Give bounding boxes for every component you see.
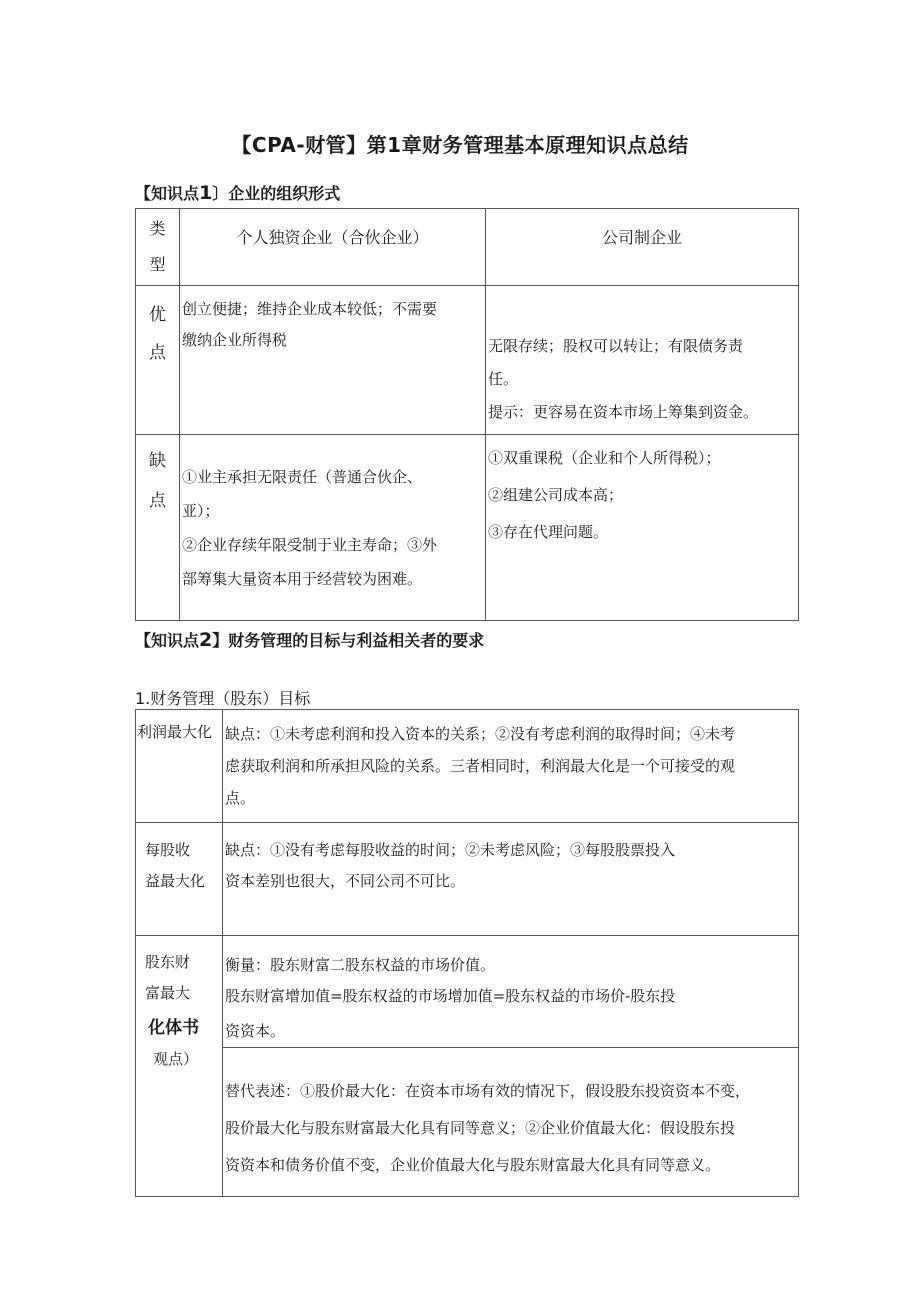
kp2-subheading: 1.财务管理（股东）目标	[135, 689, 311, 708]
wealth-max-l2: 股东财富增加值=股东权益的市场增加值=股东权益的市场价-股东投	[225, 987, 676, 1005]
kp1-heading-num: 1	[199, 182, 213, 204]
header-type-cell	[136, 209, 180, 286]
eps-max-desc	[225, 835, 675, 897]
eps-max-l2: 资本差别也很大，不同公司不可比。	[225, 872, 466, 890]
profit-max-l3: 点。	[225, 789, 256, 807]
t2-bottom-border	[135, 1196, 799, 1197]
advantages-row	[136, 286, 799, 435]
header-personal: 个人独资企业（合伙企业）	[236, 228, 429, 247]
kp2-heading	[135, 628, 484, 651]
wealth-max-label-l4: 观点）	[153, 1050, 199, 1068]
header-type-l2: 型	[149, 255, 166, 274]
wealth-alt-desc	[225, 1073, 750, 1184]
wealth-alt-l1: 替代表述：①股价最大化：在资本市场有效的情况下，假设股东投资资本不变，	[225, 1082, 751, 1100]
page-title: 【CPA-财管】第1章财务管理基本原理知识点总结	[231, 133, 689, 157]
wealth-max-label-l3: 化体书	[148, 1018, 199, 1038]
table-header-row	[136, 209, 799, 286]
wealth-alt-l2: 股价最大化与股东财富最大化具有同等意义；②企业价值最大化：假设股东投	[225, 1119, 736, 1137]
eps-max-label-l1: 每股收	[145, 841, 191, 859]
header-type-l1: 类	[149, 219, 166, 238]
disadvantages-label-cell	[136, 435, 180, 621]
wealth-max-l3: 资资本。	[225, 1022, 286, 1040]
dis-company-l2: ②组建公司成本高；	[488, 486, 624, 504]
eps-max-l1: 缺点：①没有考虑每股收益的时间；②未考虑风险；③每股股票投入	[225, 841, 676, 859]
disadvantages-label-l2: 点	[149, 491, 166, 511]
t2-top-border	[135, 709, 799, 710]
kp2-heading-post: 】财务管理的目标与利益相关者的要求	[212, 631, 485, 650]
disadvantages-label-l1: 缺	[149, 451, 166, 471]
t2-row2-border	[135, 935, 799, 936]
disadvantages-personal-cell	[180, 435, 486, 621]
kp1-heading-pre: 【知识点	[135, 184, 200, 203]
t2-col-divider	[222, 709, 223, 1197]
wealth-alt-l3: 资资本和债务价值不变，企业价值最大化与股东财富最大化具有同等意义。	[225, 1156, 721, 1174]
kp1-heading	[135, 181, 340, 204]
header-company: 公司制企业	[601, 228, 682, 247]
profit-max-l2: 虑获取利润和所承担风险的关系。三者相同时，利润最大化是一个可接受的观	[225, 757, 736, 775]
eps-max-label	[145, 835, 205, 897]
dis-personal-l3: ②企业存续年限受制于业主寿命；③外	[182, 536, 438, 554]
dis-personal-l1: ①业主承担无限责任（普通合伙企、	[182, 468, 423, 486]
wealth-max-label-l1: 股东财	[145, 953, 191, 971]
profit-max-l1: 缺点：①未考虑利润和投入资本的关系；②没有考虑利润的取得时间；④未考	[225, 725, 736, 743]
header-personal-cell	[180, 209, 486, 286]
org-form-table	[135, 208, 799, 621]
t2-left-border	[135, 709, 136, 1197]
adv-company-l2: 任。	[488, 370, 519, 388]
dis-company-l3: ③存在代理问题。	[488, 523, 609, 541]
kp1-heading-post: 〕企业的组织形式	[212, 184, 341, 203]
kp2-heading-num: 2	[199, 629, 213, 651]
wealth-max-desc	[225, 950, 675, 1047]
wealth-max-label-l2: 富最大	[145, 984, 191, 1002]
profit-max-label: 利润最大化	[137, 723, 213, 741]
advantages-label-l2: 点	[149, 343, 166, 363]
adv-company-l3: 提示：更容易在资本市场上筹集到资金。	[488, 403, 759, 421]
advantages-label-l1: 优	[149, 305, 166, 325]
t2-row1-border	[135, 822, 799, 823]
disadvantages-row	[136, 435, 799, 621]
advantages-company-cell	[486, 286, 799, 435]
profit-max-desc	[225, 718, 735, 814]
advantages-label-cell	[136, 286, 180, 435]
adv-personal-l1: 创立便捷；维持企业成本较低；不需要	[182, 300, 438, 318]
adv-personal-l2: 缴纳企业所得税	[182, 331, 288, 349]
wealth-max-label	[145, 947, 199, 1075]
advantages-personal-cell	[180, 286, 486, 435]
disadvantages-company-cell	[486, 435, 799, 621]
kp2-heading-pre: 【知识点	[135, 631, 200, 650]
wealth-max-l1: 衡量：股东财富二股东权益的市场价值。	[225, 956, 496, 974]
dis-personal-l2: 亚）；	[182, 502, 220, 520]
dis-company-l1: ①双重课税（企业和个人所得税）；	[488, 449, 721, 467]
dis-personal-l4: 部筹集大量资本用于经营较为困难。	[182, 570, 423, 588]
adv-company-l1: 无限存续；股权可以转让；有限债务责	[488, 337, 744, 355]
t2-right-border	[798, 709, 799, 1197]
t2-row3-inner-border	[222, 1047, 799, 1048]
eps-max-label-l2: 益最大化	[145, 872, 206, 890]
header-company-cell	[486, 209, 799, 286]
